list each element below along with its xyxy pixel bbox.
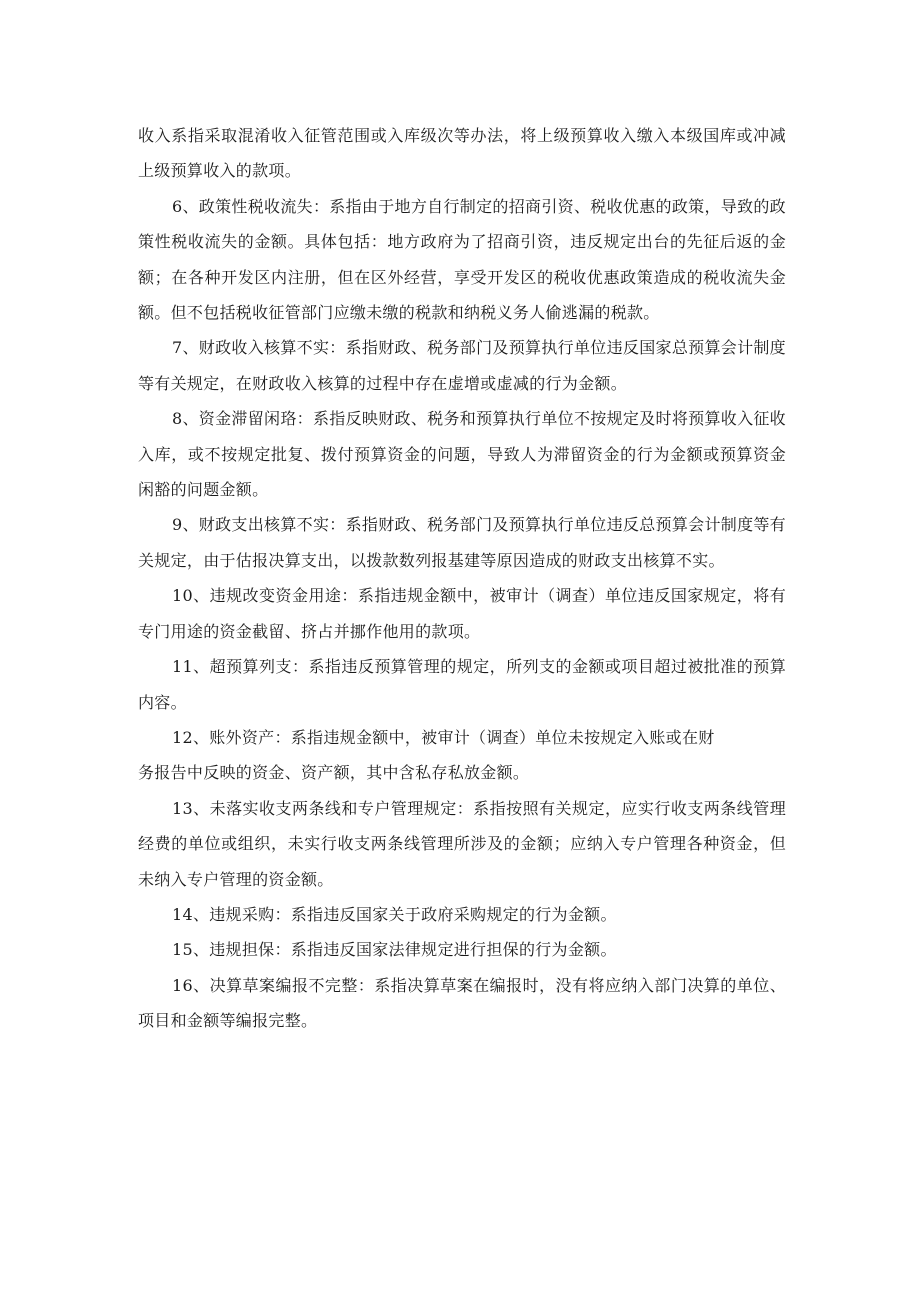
paragraph: 10、违规改变资金用途：系指违规金额中，被审计（调查）单位违反国家规定，将有专门用途的资金截留、挤占并挪作他用的款项。 bbox=[138, 586, 786, 641]
paragraph: 7、财政收入核算不实：系指财政、税务部门及预算执行单位违反国家总预算会计制度等有关规定，在财政收入核算的过程中存在虚增或虚减的行为金额。 bbox=[138, 338, 786, 393]
paragraph: 11、超预算列支：系指违反预算管理的规定，所列支的金额或项目超过被批准的预算内容。 bbox=[138, 657, 786, 712]
paragraph: 15、违规担保：系指违反国家法律规定进行担保的行为金额。 bbox=[172, 940, 617, 960]
paragraph: 6、政策性税收流失：系指由于地方自行制定的招商引资、税收优惠的政策，导致的政策性税收流失的金额。具体包括：地方政府为了招商引资，违反规定出台的先征后返的金额；在各种开发区内注册，但在区外经营，享受开发区的税收优惠政策造成的税收流失金额。但不包括税收征管部门应缴未缴的税款和纳税义务人偷逃漏的税款。 bbox=[138, 196, 786, 323]
paragraph: 8、资金滞留闲珞：系指反映财政、税务和预算执行单位不按规定及时将预算收入征收入库，或不按规定批复、拨付预算资金的问题，导致人为滞留资金的行为金额或预算资金闲豁的问题金额。 bbox=[138, 409, 786, 500]
paragraph: 9、财政支出核算不实：系指财政、税务部门及预算执行单位违反总预算会计制度等有关规定，由于估报决算支出，以拨款数列报基建等原因造成的财政支出核算不实。 bbox=[138, 515, 786, 570]
document-page bbox=[138, 118, 786, 1039]
paragraph: 收入系指采取混淆收入征管范围或入库级次等办法，将上级预算收入缴入本级国库或冲减上级预算收入的款项。 bbox=[138, 126, 786, 181]
paragraph: 务报告中反映的资金、资产额，其中含私存私放金额。 bbox=[138, 763, 530, 783]
paragraph: 13、未落实收支两条线和专户管理规定：系指按照有关规定，应实行收支两条线管理经费的单位或组织，未实行收支两条线管理所涉及的金额；应纳入专户管理各种资金，但未纳入专户管理的资金额。 bbox=[138, 798, 786, 889]
paragraph: 16、决算草案编报不完整：系指决算草案在编报时，没有将应纳入部门决算的单位、项目和金额等编报完整。 bbox=[138, 975, 786, 1031]
paragraph: 14、违规采购：系指违反国家关于政府采购规定的行为金额。 bbox=[172, 904, 617, 924]
paragraph: 12、账外资产：系指违规金额中，被审计（调查）单位未按规定入账或在财 bbox=[172, 727, 715, 747]
